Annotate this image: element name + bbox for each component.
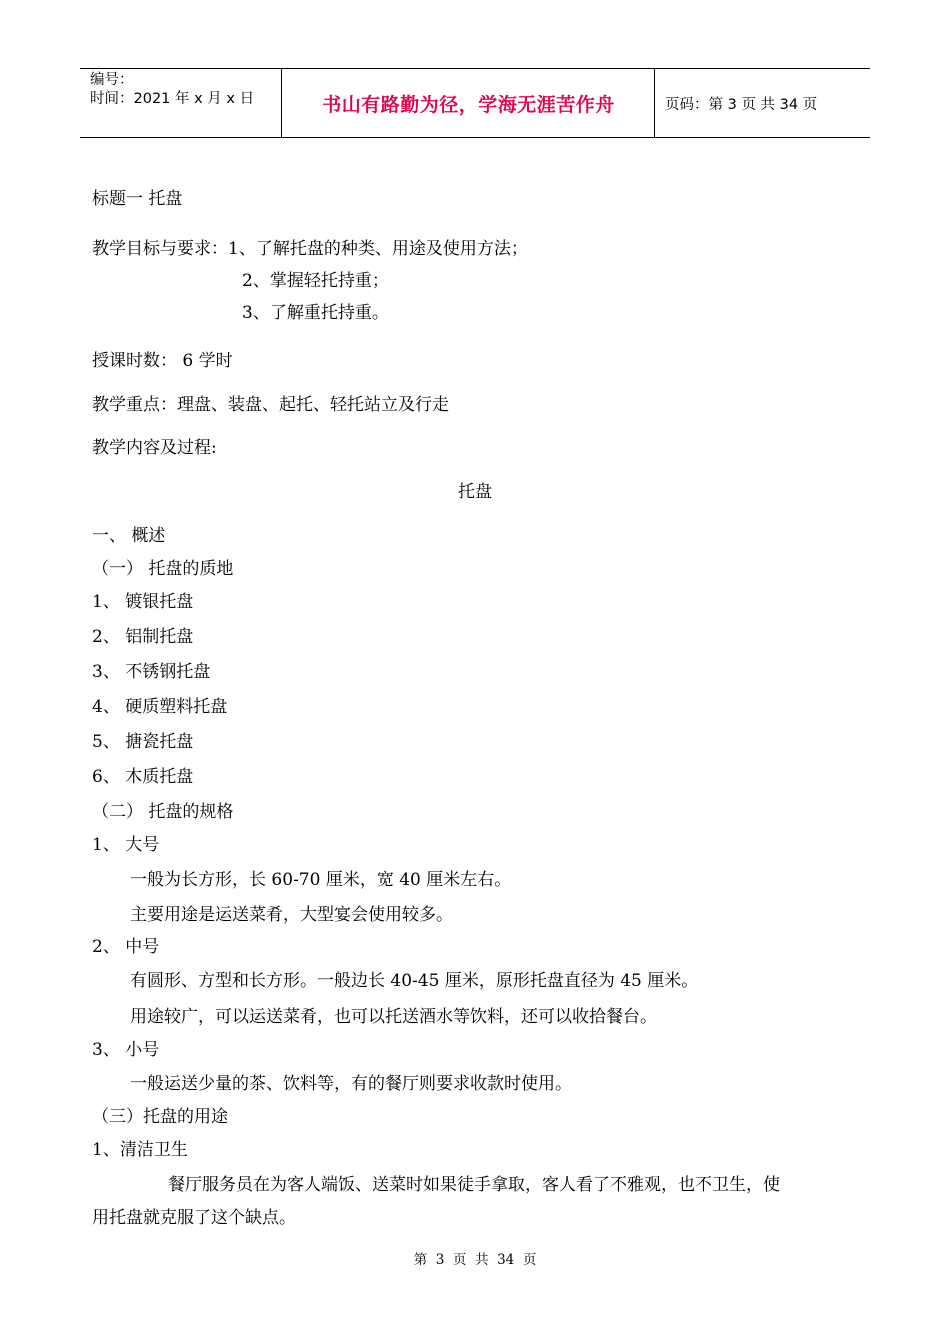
use-item-paragraph: 用托盘就克服了这个缺点。	[92, 1208, 296, 1228]
section-overview: 一、 概述	[92, 526, 166, 546]
subsection-size: （二） 托盘的规格	[92, 802, 234, 822]
page-header	[80, 68, 870, 138]
section-heading: 托盘	[458, 482, 492, 502]
teaching-goal-3: 3、了解重托持重。	[242, 303, 389, 323]
header-motto: 书山有路勤为径，学海无涯苦作舟	[322, 93, 615, 116]
size-small-title: 3、 小号	[92, 1040, 160, 1060]
size-medium-line: 有圆形、方型和长方形。一般边长 40-45 厘米，原形托盘直径为 45 厘米。	[130, 971, 699, 991]
list-item: 1、 镀银托盘	[92, 592, 194, 612]
subsection-use: （三）托盘的用途	[92, 1107, 228, 1127]
list-item: 6、 木质托盘	[92, 767, 194, 787]
list-item: 2、 铝制托盘	[92, 627, 194, 647]
subsection-material: （一） 托盘的质地	[92, 559, 234, 579]
list-item: 5、 搪瓷托盘	[92, 732, 194, 752]
size-large-line: 一般为长方形，长 60-70 厘米，宽 40 厘米左右。	[130, 870, 512, 890]
key-points: 教学重点：理盘、装盘、起托、轻托站立及行走	[92, 395, 449, 415]
size-large-line: 主要用途是运送菜肴，大型宴会使用较多。	[130, 905, 453, 925]
header-page-number: 页码：第 3 页 共 34 页	[665, 96, 818, 113]
size-small-line: 一般运送少量的茶、饮料等，有的餐厅则要求收款时使用。	[130, 1074, 572, 1094]
use-item-title: 1、清洁卫生	[92, 1140, 188, 1160]
lesson-hours: 授课时数： 6 学时	[92, 351, 233, 371]
header-meta	[90, 71, 254, 109]
teaching-goal-2: 2、掌握轻托持重；	[242, 271, 389, 291]
header-divider	[281, 69, 282, 137]
teaching-goal-1: 教学目标与要求：1、了解托盘的种类、用途及使用方法；	[92, 239, 528, 259]
number-label: 编号：	[90, 72, 134, 88]
list-item: 3、 不锈钢托盘	[92, 662, 211, 682]
lesson-title: 标题一 托盘	[92, 189, 183, 209]
use-item-paragraph: 餐厅服务员在为客人端饭、送菜时如果徒手拿取，客人看了不雅观，也不卫生，使	[168, 1175, 780, 1195]
header-divider	[654, 69, 655, 137]
date-label: 时间：2021 年 x 月 x 日	[90, 91, 255, 107]
content-label: 教学内容及过程:	[92, 438, 217, 458]
list-item: 4、 硬质塑料托盘	[92, 697, 228, 717]
page-footer: 第 3 页 共 34 页	[413, 1252, 537, 1268]
size-large-title: 1、 大号	[92, 835, 160, 855]
size-medium-title: 2、 中号	[92, 937, 160, 957]
size-medium-line: 用途较广，可以运送菜肴，也可以托送酒水等饮料，还可以收拾餐台。	[130, 1007, 657, 1027]
